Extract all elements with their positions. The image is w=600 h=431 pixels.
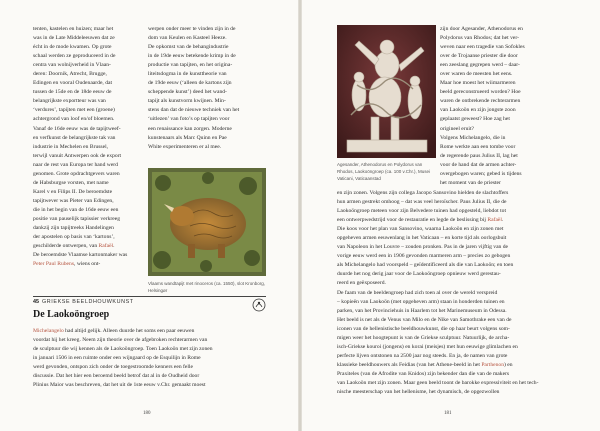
text-line: voordat hij het kreeg. Neem zijn theorie over de afgebroken rechterarmen van: [33, 337, 208, 344]
page-number-left: 180: [143, 411, 151, 416]
text-line: werd gevonden, ontspon zich onder de toegestroomde kenners een felle: [33, 364, 193, 371]
text-line: de regerende paus Julius II, lag het: [440, 152, 518, 159]
text-line: weven naar een tragedie van Sofokles: [440, 44, 525, 51]
page-number-right: 181: [444, 411, 452, 416]
text-line: Het beeld is net als de Venus van Milo en de Nike van Samothrake een van de: [337, 316, 512, 323]
text-line: naar de rest van Europa ter hand werd: [33, 161, 118, 168]
text-line: een renaissance kan zorgen. Moderne: [148, 125, 232, 132]
text-line: een zeeslang gegrepen werd – daar-: [440, 62, 520, 69]
text-line: Plinius Maior was beschreven, dat het uit de 1ste eeuw v.Chr. gemaakt moest: [33, 382, 206, 389]
link-text[interactable]: Michelangelo: [33, 328, 64, 334]
section-title: GRIEKSE BEELDHOUWKUNST: [42, 299, 134, 305]
text-line: genomen. Grote opdrachtgevers waren: [33, 170, 120, 177]
text-line: der apostelen op basis van ‘kartons’,: [33, 234, 115, 241]
text-line: terwijl vanuit Antwerpen ook de export: [33, 152, 122, 159]
text-line: perfecte lijven ontstonen na 2500 jaar nog steeds. En ja, de namen van grote: [337, 352, 508, 359]
text-line: Michelangelo had altijd gelijk. Alleen duurde het soms een paar eeuwen: [33, 328, 195, 334]
text-line: Rome werkte aan een tombe voor: [440, 143, 516, 150]
text-line: De beroemdste Vlaamse kartonmaker was: [33, 252, 128, 259]
text-line: klassieke beeldhouwers als Feidias (van het Athene-beeld in het Parthenon) en: [337, 361, 513, 368]
link-text[interactable]: Parthenon: [481, 361, 504, 368]
text-line: iconen van de hellenistische beeldhouwkunst, die op haar beurt volgens som-: [337, 325, 510, 332]
text-line: hun armen gestrekt omhoog – dat was veel heroïscher. Paus Julius II, die de: [337, 199, 507, 206]
text-line: Volgens Michelangelo, die in: [440, 134, 506, 141]
text-line: van Laokoön en zijn jongste zoon: [440, 107, 516, 114]
link-text[interactable]: Rafaël: [487, 217, 502, 224]
text-line: belangrijkste exportteur was van: [33, 98, 106, 105]
text-line: werpen onder meer te vinden zijn in de: [148, 26, 236, 32]
text-line: dom van Keulen en Kasteel Heeze.: [148, 35, 227, 42]
text-line: scheppende kunst’) deed het wand-: [148, 89, 227, 96]
text-line: het moment van de priester: [440, 179, 501, 186]
text-line: en zijn zonen. Volgens zijn collega Jacopo Sansovino hielden de slachtoffers: [337, 190, 509, 196]
text-line: een ontwerpwedstrijd voor de restauratie en legde de beslissing bij Rafaël.: [337, 217, 504, 224]
text-line: De faam van de beeldengroep had zich toen al over de wereld verspreid: [337, 289, 498, 296]
text-line: nische meesterschap van het hellenisme, het dynamisch, de opgezwollen: [337, 389, 500, 396]
right-body-text: [337, 189, 572, 397]
text-line: productie van tapijten, en het origina-: [148, 62, 233, 69]
text-line: liteitsdogma in de kunsttheorie van: [148, 71, 227, 78]
text-line: van Napoleon in het Louvre – zouden pronken. Pas in de jaren vijftig van de: [337, 244, 509, 251]
text-line: parken, van het Provinciehuis in Haarlem tot het Marinemuseum in Odessa.: [337, 307, 507, 314]
text-line: Karel v en Filips II. De beroemdste: [33, 188, 113, 195]
text-line: schaal werden ze geproduceerd in de: [33, 53, 116, 60]
text-line: origineel eruit?: [440, 125, 475, 132]
text-line: de Habsburgse vorsten, met name: [33, 179, 109, 186]
text-line: tapijtwever was Pieter van Edingen,: [33, 197, 114, 204]
text-line: van Laokoön met zijn zonen. Maar geen beeld toont de barokke expressiviteit en het tech-: [337, 379, 539, 386]
text-line: geschilderde ontwerpen, van Rafaël.: [33, 243, 115, 250]
statue-caption: Agesander, Athenodorus en Polydorus van Rhodos, Laokoöngroep (ca. 100 v.Chr.), Musei Vaticani, Vaticaanstad: [337, 162, 430, 181]
text-line: stens dan dat de nieuwe techniek van het: [148, 107, 240, 114]
text-line: positie van pauselijk tapissier verkreeg: [33, 215, 120, 222]
text-line: tapijt als kunstvorm kwijnen. Min-: [148, 98, 226, 105]
text-line: de sculptuur die wij kennen als de Laokoöngroep. Toen Laokoön met zijn zonen: [33, 346, 213, 353]
link-text[interactable]: Rafaël: [98, 243, 114, 250]
section-number: 45: [33, 299, 39, 305]
left-column-2: [148, 25, 266, 152]
text-line: was in de Late Middeleeuwen dat ze: [33, 35, 115, 42]
text-line: Maar hoe moest het wiimarmeren: [440, 80, 516, 87]
text-line: De opkomst van de behangindustrie: [148, 44, 229, 51]
text-line: overgebogen waren; gebed is tijdens: [440, 170, 522, 177]
text-line: Praxiteles (van de Afrodite van Knidos) zijn bekender dan die van de makers: [337, 370, 510, 377]
right-top-column: [440, 25, 570, 188]
laocoon-statue-image: [337, 25, 436, 158]
text-line: zijn door Agesander, Athenodorus en: [440, 26, 523, 32]
text-line: Polydorus van Rhodos; dat het ver-: [440, 35, 519, 42]
section-label: [33, 299, 134, 305]
text-line: isch-Griekse kouroi (jongens) en korai (meisjes) met hun eeuwige glimlachen en: [337, 343, 518, 350]
text-line: opgeheven armen eeuwenlang in het Vaticaan – en korte tijd als oorlogsbuit: [337, 235, 507, 242]
text-line: ‘uitlezen’ van foto’s op tapijten voor: [148, 116, 230, 123]
text-line: beeld gereconstrueerd worden? Hoe: [440, 89, 521, 96]
text-line: tenten, kastelen en huizen; maar het: [33, 26, 114, 32]
text-line: dankzij zijn tapijtreeks Handelingen: [33, 225, 114, 232]
text-line: tussen de 15de en de 18de eeuw de: [33, 89, 112, 96]
text-line: die in het begin van de 16de eeuw een: [33, 206, 119, 213]
text-line: migen weer het hoogtepunt is van de Griekse sculptuur. Natuurlijk, de archa-: [337, 334, 510, 341]
text-line: deren: Doornik, Atrecht, Brugge,: [33, 71, 107, 78]
left-column-1: [33, 25, 141, 269]
text-line: voor de hand dat de armen achter-: [440, 161, 517, 168]
text-line: in de 19de eeuw betekende krimp in de: [148, 53, 236, 60]
text-line: Vanaf de 16de eeuw was de tapijtweef-: [33, 125, 121, 132]
text-line: kunstenaars als Marc Quinn en Pae: [148, 134, 227, 141]
carpet-image: [148, 168, 266, 276]
link-text[interactable]: Peter Paul Rubens: [33, 261, 75, 268]
text-line: waren de ontbrekende rechterarmen: [440, 98, 521, 105]
article-heading: De Laokoöngroep: [33, 309, 110, 320]
text-line: en verfkunst de belangrijkste tak van: [33, 134, 116, 141]
text-line: Edingen en vooral Oudenaarde, dat: [33, 80, 113, 87]
text-line: White experimenteren er al mee.: [148, 143, 222, 150]
text-line: als Michelangelo had voorspeld – geïdentificeerd als die van Laokoön; en toen: [337, 262, 514, 269]
text-line: industrie in Mechelen en Brussel,: [33, 143, 109, 150]
text-line: Die koos voor het plan van Sansovino, waarna Laokoön en zijn zonen met: [337, 226, 504, 233]
text-line: centra van wolnijverheid in Vlaan-: [33, 62, 111, 69]
text-line: discussie. Dat het hier een beroemd beeld betrof dat al in de Oudheid door: [33, 373, 200, 380]
text-line: achtergrond van loof en/of bloemen.: [33, 116, 115, 123]
text-line: reerd en geëxposeerd.: [337, 280, 386, 287]
section-rule: [33, 296, 266, 297]
text-line: duurde het nog derig jaar voor de Laokoöngroep opnieuw werd gerestau-: [337, 271, 501, 278]
text-line: – kopieën van Laokoön (met opgeheven arm) staan in honderden tuinen en: [337, 298, 505, 305]
text-line: geplaatst geweest? Hoe zag het: [440, 116, 510, 123]
text-line: écht in de mode kwamen. Op grote: [33, 44, 112, 51]
ornament-icon: [252, 298, 266, 312]
text-line: Laokoöngroep meteen voor zijn Belvedere tuinen had opgesteld, liebdot tot: [337, 208, 507, 215]
left-body-text: [33, 327, 273, 390]
text-line: over de Trojaanse priester die door: [440, 53, 518, 60]
carpet-caption: Vlaams wandtapijt met rinoceros (ca. 1550), slot Kronborg, Helsingør: [148, 281, 266, 293]
text-line: de 19de eeuw (‘alleen de kartons zijn: [148, 80, 232, 87]
text-line: ‘verdures’, tapijten met een (groene): [33, 107, 115, 114]
text-line: Peter Paul Rubens, wiens ont-: [33, 261, 101, 268]
text-line: over waren de meesten het eens.: [440, 71, 513, 78]
text-line: vorige eeuw werd een in 1906 gevonden marmeren arm – precies zo gebogen: [337, 253, 511, 260]
text-line: in januari 1506 in een ruimte onder een wijngaard op de Esquilijn in Rome: [33, 355, 201, 362]
